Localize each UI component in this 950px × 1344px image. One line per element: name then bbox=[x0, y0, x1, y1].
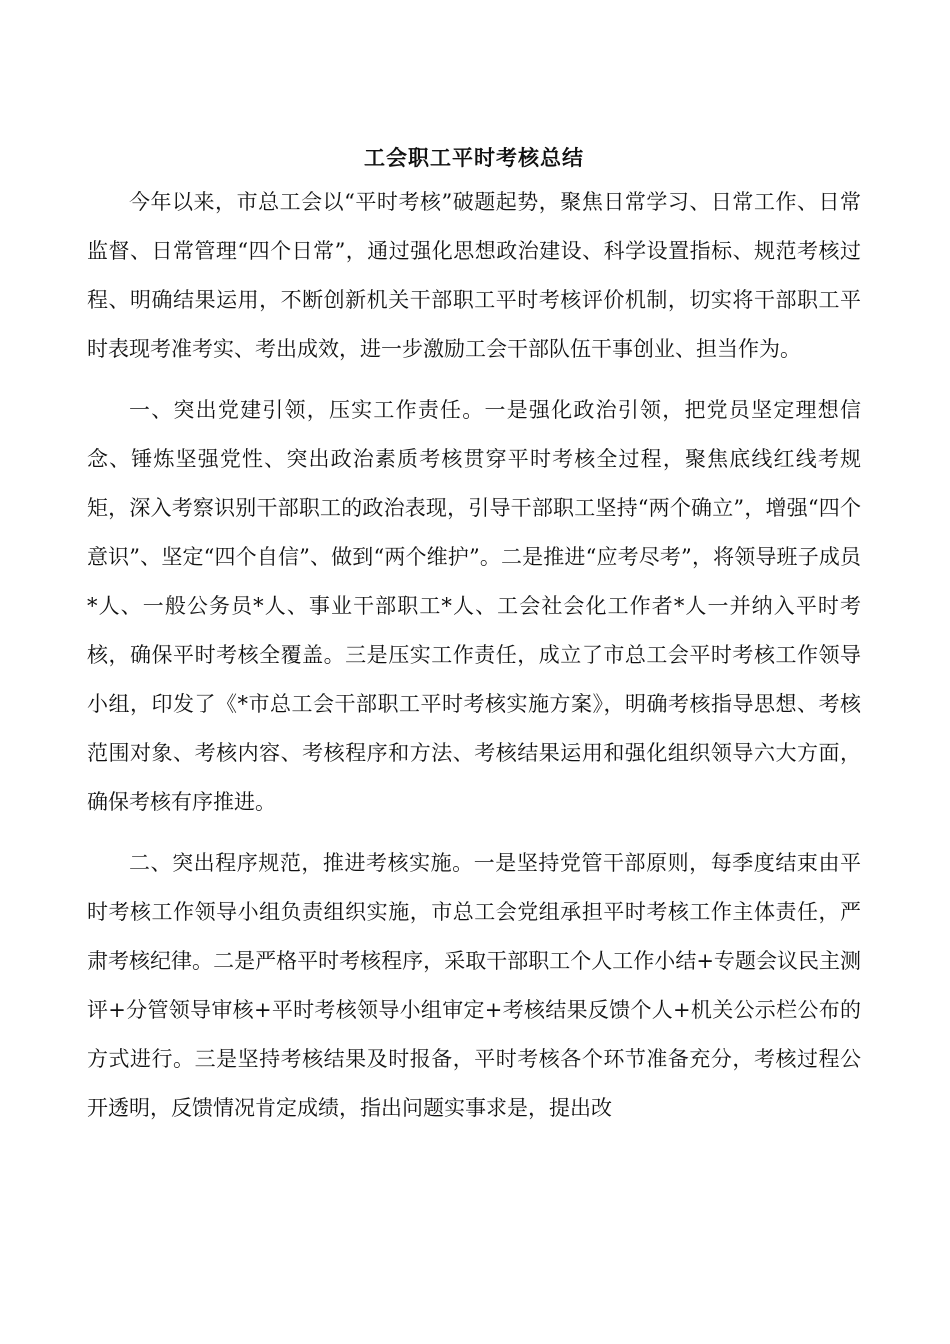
document-title: 工会职工平时考核总结 bbox=[364, 145, 584, 170]
paragraph-intro: 今年以来，市总工会以“平时考核”破题起势，聚焦日常学习、日常工作、日常监督、日常管理“四个日常”，通过强化思想政治建设、科学设置指标、规范考核过程、明确结果运用，不断创新机关干部职工平时考核评价机制，切实将干部职工平时表现考准考实、考出成效，进一步激励工会干部队伍干事创业、担当作为。 bbox=[87, 190, 861, 361]
document-body bbox=[87, 138, 861, 1133]
paragraph-section-2: 二、突出程序规范，推进考核实施。一是坚持党管干部原则，每季度结束由平时考核工作领导小组负责组织实施，市总工会党组承担平时考核工作主体责任，严肃考核纪律。二是严格平时考核程序，采取干部职工个人工作小结+专题会议民主测评+分管领导审核+平时考核领导小组审定+考核结果反馈个人+机关公示栏公布的方式进行。三是坚持考核结果及时报备，平时考核各个环节准备充分，考核过程公开透明，反馈情况肯定成绩，指出问题实事求是，提出改 bbox=[87, 851, 861, 1120]
paragraph-section-1: 一、突出党建引领，压实工作责任。一是强化政治引领，把党员坚定理想信念、锤炼坚强党性、突出政治素质考核贯穿平时考核全过程，聚焦底线红线考规矩，深入考察识别干部职工的政治表现，引导干部职工坚持“两个确立”，增强“四个意识”、坚定“四个自信”、做到“两个维护”。二是推进“应考尽考”，将领导班子成员*人、一般公务员*人、事业干部职工*人、工会社会化工作者*人一并纳入平时考核，确保平时考核全覆盖。三是压实工作责任，成立了市总工会平时考核工作领导小组，印发了《*市总工会干部职工平时考核实施方案》，明确考核指导思想、考核范围对象、考核内容、考核程序和方法、考核结果运用和强化组织领导六大方面，确保考核有序推进。 bbox=[87, 398, 861, 814]
